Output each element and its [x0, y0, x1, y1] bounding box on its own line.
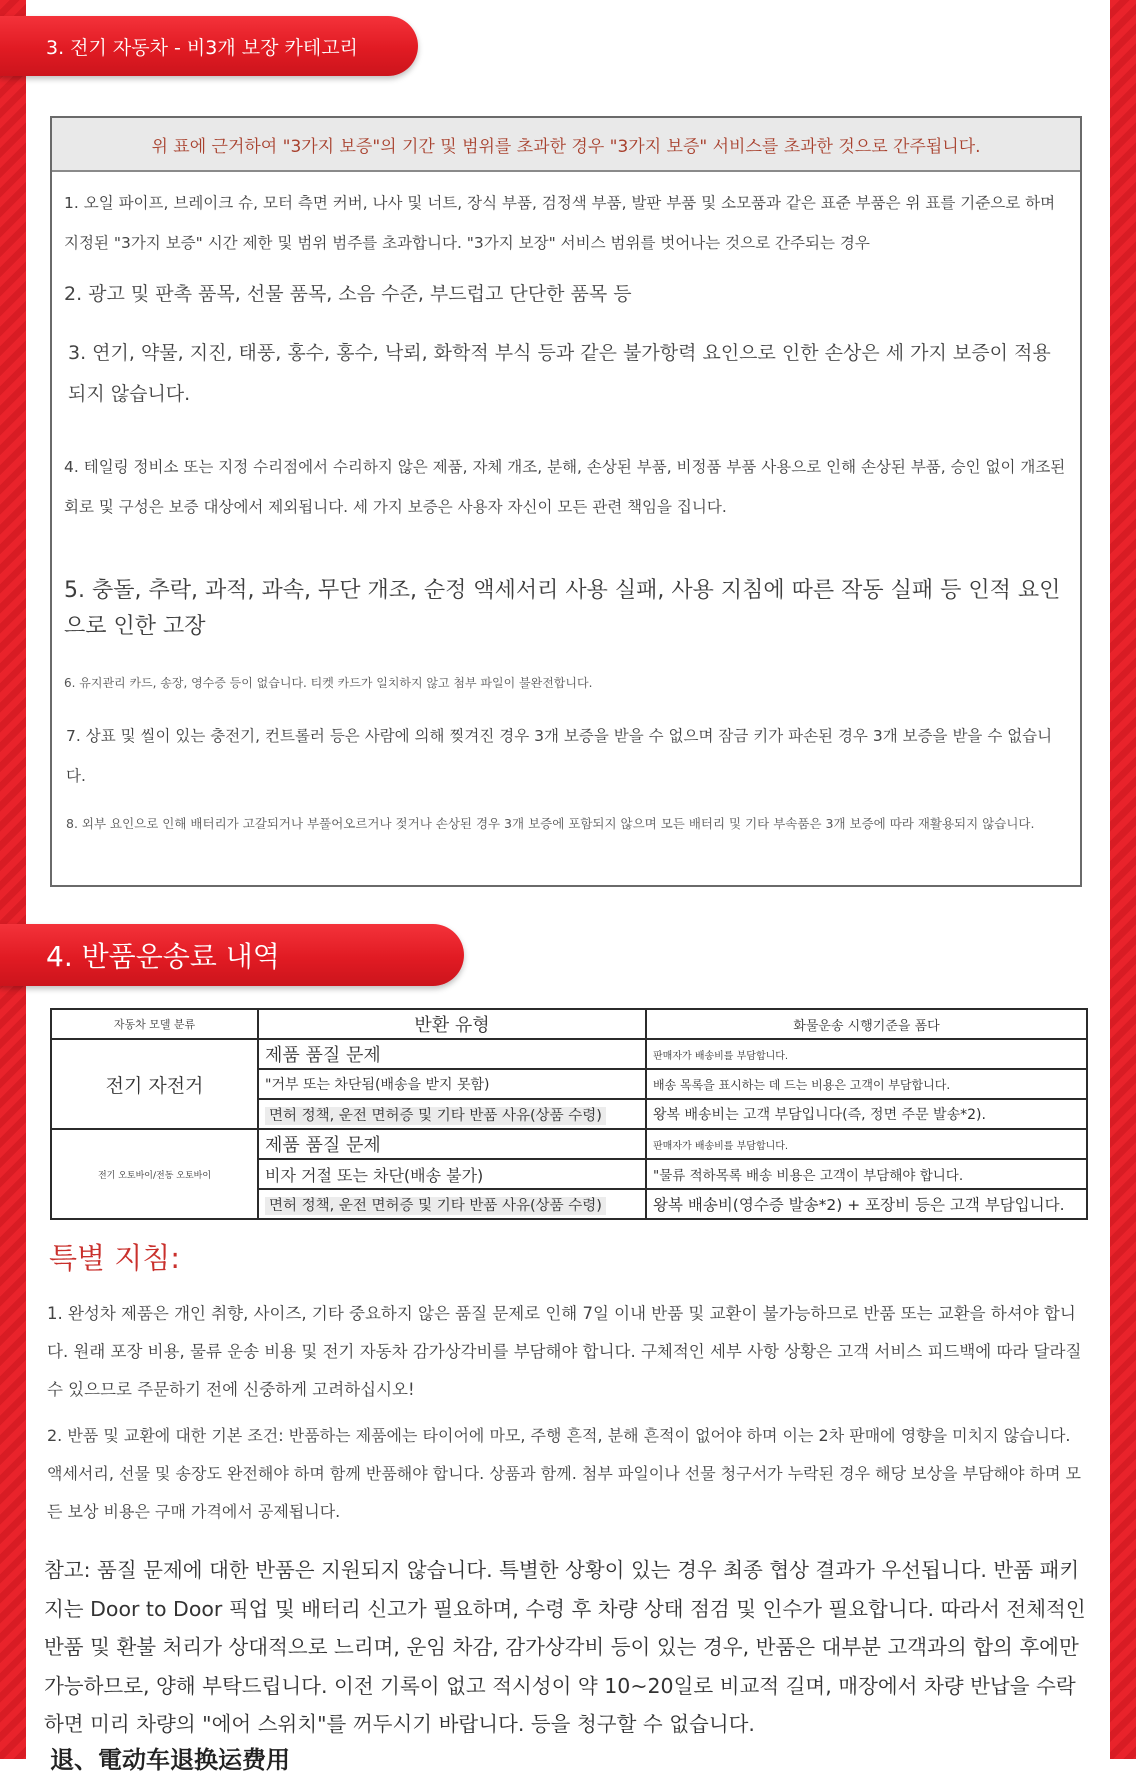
return-type-cell: 면허 정책, 운전 면허증 및 기타 반품 사유(상품 수령) [265, 1197, 606, 1215]
item-5: 5. 충돌, 추락, 과적, 과속, 무단 개조, 순정 액세서리 사용 실패, 사용 지침에 따른 작동 실패 등 인적 요인으로 인한 고장 [64, 578, 1061, 639]
category-electric-motorcycle: 전기 오토바이/전동 오토바이 [51, 1129, 258, 1219]
return-shipping-table [50, 1008, 1088, 1220]
section-4-title: 4. 반품운송료 내역 [46, 940, 280, 973]
section-3-banner [0, 16, 418, 76]
left-red-border [0, 0, 26, 1759]
special-paragraph-2: 2. 반품 및 교환에 대한 기본 조건: 반품하는 제품에는 타이어에 마모, 주행 흔적, 분해 흔적이 없어야 하며 이는 2차 판매에 영향을 미치지 않습니다. 액세서리, 선물 및 송장도 완전해야 하며 함께 반품해야 합니다. 상품과 함께. 첨부 파일이나 선물 청구서가 누락된 경우 해당 보상을 부담해야 하며 모든 보상 비용은 구매 가격에서 공제됩니다. [47, 1426, 1081, 1521]
header-freight-standard: 화물운송 시행기준을 폼다 [646, 1009, 1087, 1039]
item-6: 6. 유지관리 카드, 송장, 영수증 등이 없습니다. 티켓 카드가 일치하지 않고 첨부 파일이 불완전합니다. [64, 676, 593, 690]
return-type-cell: 제품 품질 문제 [258, 1039, 646, 1069]
header-model-category: 자동차 모델 분류 [51, 1009, 258, 1039]
fee-cell: 판매자가 배송비를 부담합니다. [646, 1039, 1087, 1069]
special-paragraph-1: 1. 완성차 제품은 개인 취향, 사이즈, 기타 중요하지 않은 품질 문제로 인해 7일 이내 반품 및 교환이 불가능하므로 반품 또는 교환을 하셔야 합니다. 원래 포장 비용, 물류 운송 비용 및 전기 자동차 감가상각비를 부담해야 합니다. 구체적인 세부 사항 상황은 고객 서비스 피드백에 따라 달라질 수 있으므로 주문하기 전에 신중하게 고려하십시오! [47, 1304, 1082, 1399]
non-warranty-intro [52, 118, 1080, 172]
item-3: 3. 연기, 약물, 지진, 태풍, 홍수, 홍수, 낙뢰, 화학적 부식 등과 같은 불가항력 요인으로 인한 손상은 세 가지 보증이 적용되지 않습니다. [68, 342, 1051, 405]
fee-cell: 왕복 배송비는 고객 부담입니다(즉, 정면 주문 발송*2). [646, 1099, 1087, 1129]
item-2: 2. 광고 및 판촉 품목, 선물 품목, 소음 수준, 부드럽고 단단한 품목 등 [64, 283, 632, 305]
non-warranty-box [50, 116, 1082, 887]
return-type-cell: 제품 품질 문제 [258, 1129, 646, 1159]
fee-cell: 배송 목록을 표시하는 데 드는 비용은 고객이 부담합니다. [646, 1069, 1087, 1099]
fee-cell: 왕복 배송비(영수증 발송*2) + 포장비 등은 고객 부담입니다. [646, 1189, 1087, 1219]
fee-cell: "물류 적하목록 배송 비용은 고객이 부담해야 합니다. [646, 1159, 1087, 1189]
section-4-banner [0, 924, 464, 986]
fee-cell: 판매자가 배송비를 부담합니다. [646, 1129, 1087, 1159]
table-header-row [51, 1009, 1087, 1039]
header-return-type: 반환 유형 [258, 1009, 646, 1039]
cut-off-heading: 退、電动车退换运费用 [50, 1746, 290, 1774]
special-instructions-title: 특별 지침: [49, 1241, 181, 1275]
item-8: 8. 외부 요인으로 인해 배터리가 고갈되거나 부풀어오르거나 젖거나 손상된 경우 3개 보증에 포함되지 않으며 모든 배터리 및 기타 부속품은 3개 보증에 따라 재활용되지 않습니다. [66, 816, 1035, 831]
item-7: 7. 상표 및 씰이 있는 충전기, 컨트롤러 등은 사람에 의해 찢겨진 경우 3개 보증을 받을 수 없으며 잠금 키가 파손된 경우 3개 보증을 받을 수 없습니다. [66, 727, 1053, 785]
item-1: 1. 오일 파이프, 브레이크 슈, 모터 측면 커버, 나사 및 너트, 장식 부품, 검정색 부품, 발판 부품 및 소모품과 같은 표준 부품은 위 표를 기준으로 하며 지정된 "3가지 보증" 시간 제한 및 범위 범주를 초과합니다. "3가지 보장" 서비스 범위를 벗어나는 것으로 간주되는 경우 [64, 194, 1056, 252]
return-type-cell: "거부 또는 차단됨(배송을 받지 못함) [258, 1069, 646, 1099]
right-red-border [1110, 0, 1136, 1759]
table-row [51, 1039, 1087, 1069]
table-row [51, 1129, 1087, 1159]
special-note: 참고: 품질 문제에 대한 반품은 지원되지 않습니다. 특별한 상황이 있는 경우 최종 협상 결과가 우선됩니다. 반품 패키지는 Door to Door 픽업 및 배터리 신고가 필요하며, 수령 후 차량 상태 점검 및 인수가 필요합니다. 따라서 전체적인 반품 및 환불 처리가 상대적으로 느리며, 운임 차감, 감가상각비 등이 있는 경우, 반품은 대부분 고객과의 합의 후에만 가능하므로, 양해 부탁드립니다. 이전 기록이 없고 적시성이 약 10~20일로 비교적 길며, 매장에서 차량 반납을 수락하면 미리 차량의 "에어 스위치"를 꺼두시기 바랍니다. 등을 청구할 수 없습니다. [44, 1558, 1086, 1736]
section-3-title: 3. 전기 자동차 - 비3개 보장 카테고리 [46, 36, 358, 59]
category-electric-bicycle: 전기 자전거 [51, 1039, 258, 1129]
return-type-cell: 면허 정책, 운전 면허증 및 기타 반품 사유(상품 수령) [265, 1107, 606, 1125]
item-4: 4. 테일링 정비소 또는 지정 수리점에서 수리하지 않은 제품, 자체 개조, 분해, 손상된 부품, 비정품 부품 사용으로 인해 손상된 부품, 승인 없이 개조된 회로 및 구성은 보증 대상에서 제외됩니다. 세 가지 보증은 사용자 자신이 모든 관련 책임을 집니다. [64, 458, 1066, 516]
intro-text: 위 표에 근거하여 "3가지 보증"의 기간 및 범위를 초과한 경우 "3가지 보증" 서비스를 초과한 것으로 간주됩니다. [151, 136, 981, 157]
return-type-cell: 비자 거절 또는 차단(배송 불가) [258, 1159, 646, 1189]
